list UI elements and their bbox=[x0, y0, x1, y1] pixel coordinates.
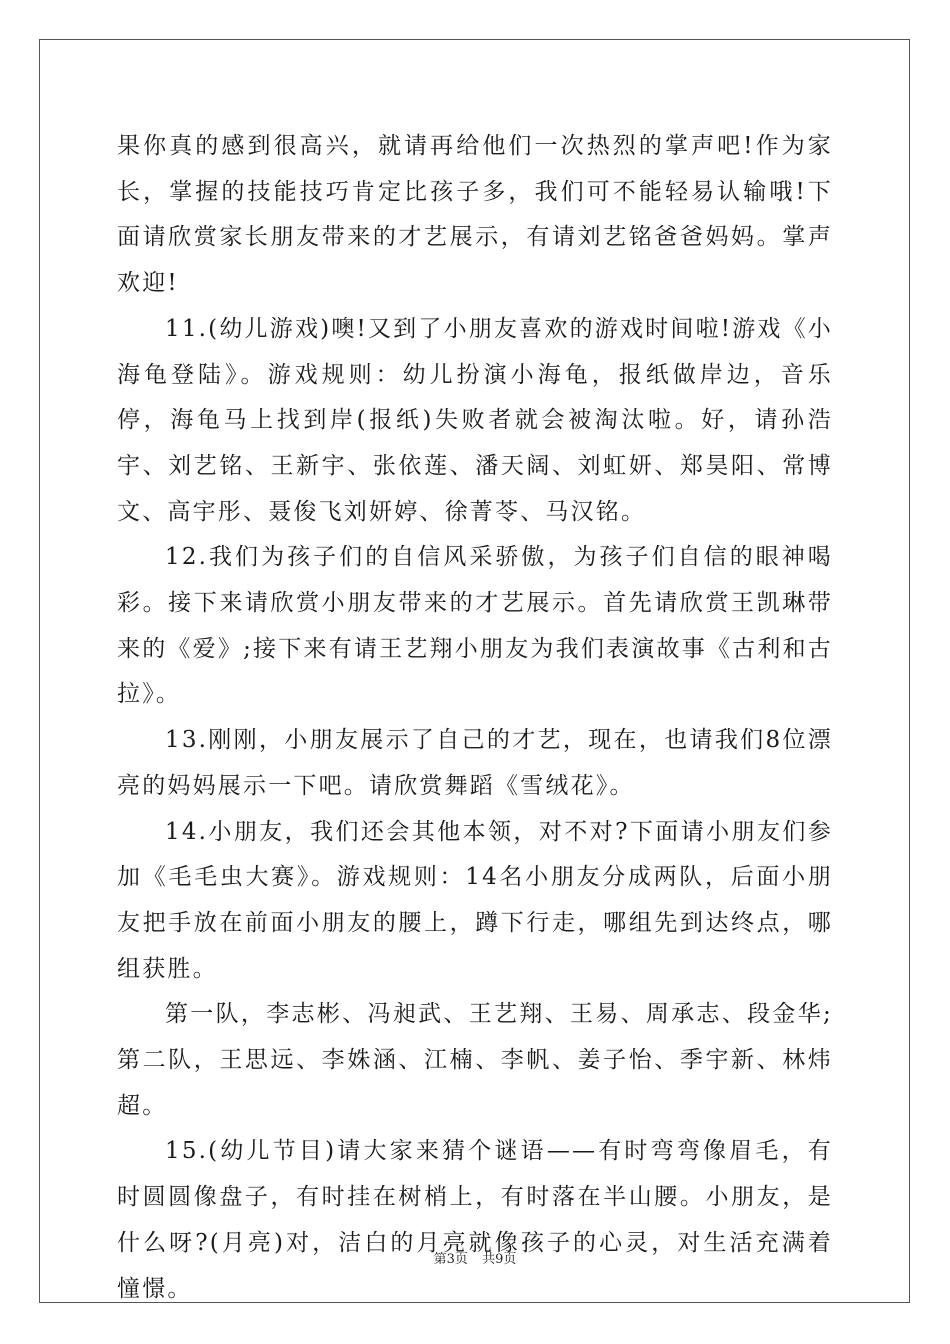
paragraph-6: 第一队，李志彬、冯昶武、王艺翔、王易、周承志、段金华;第二队，王思远、李姝涵、江楠、李帆、姜子怡、季宇新、林炜超。 bbox=[117, 1001, 833, 1119]
paragraph-2: 11.(幼儿游戏)噢!又到了小朋友喜欢的游戏时间啦!游戏《小海龟登陆》。游戏规则：幼儿扮演小海龟，报纸做岸边，音乐停，海龟马上找到岸(报纸)失败者就会被淘汰啦。好，请孙浩宇、刘艺铭、王新宇、张依莲、潘天阔、刘虹妍、郑昊阳、常博文、高宇彤、聂俊飞刘妍婷、徐菁苓、马汉铭。 bbox=[117, 315, 834, 525]
paragraph-5: 14.小朋友，我们还会其他本领，对不对?下面请小朋友们参加《毛毛虫大赛》。游戏规则：14名小朋友分成两队，后面小朋友把手放在前面小朋友的腰上，蹲下行走，哪组先到达终点，哪组获胜。 bbox=[117, 818, 833, 982]
paragraph-7: 15.(幼儿节目)请大家来猜个谜语——有时弯弯像眉毛，有时圆圆像盘子，有时挂在树梢上，有时落在半山腰。小朋友，是什么呀?(月亮)对，洁白的月亮就像孩子的心灵，对生活充满着憧憬。 bbox=[117, 1138, 833, 1302]
document-body bbox=[117, 124, 833, 1312]
page-footer bbox=[0, 1248, 950, 1267]
page-number: 第3页 bbox=[433, 1252, 468, 1267]
page-total: 共9页 bbox=[482, 1252, 517, 1267]
paragraph-3: 12.我们为孩子们的自信风采骄傲，为孩子们自信的眼神喝彩。接下来请欣赏小朋友带来的才艺展示。首先请欣赏王凯琳带来的《爱》;接下来有请王艺翔小朋友为我们表演故事《古利和古拉》。 bbox=[117, 544, 833, 708]
paragraph-1: 果你真的感到很高兴，就请再给他们一次热烈的掌声吧!作为家长，掌握的技能技巧肯定比孩子多，我们可不能轻易认输哦!下面请欣赏家长朋友带来的才艺展示，有请刘艺铭爸爸妈妈。掌声欢迎! bbox=[117, 133, 833, 297]
paragraph-4: 13.刚刚，小朋友展示了自己的才艺，现在，也请我们8位漂亮的妈妈展示一下吧。请欣赏舞蹈《雪绒花》。 bbox=[117, 727, 833, 799]
